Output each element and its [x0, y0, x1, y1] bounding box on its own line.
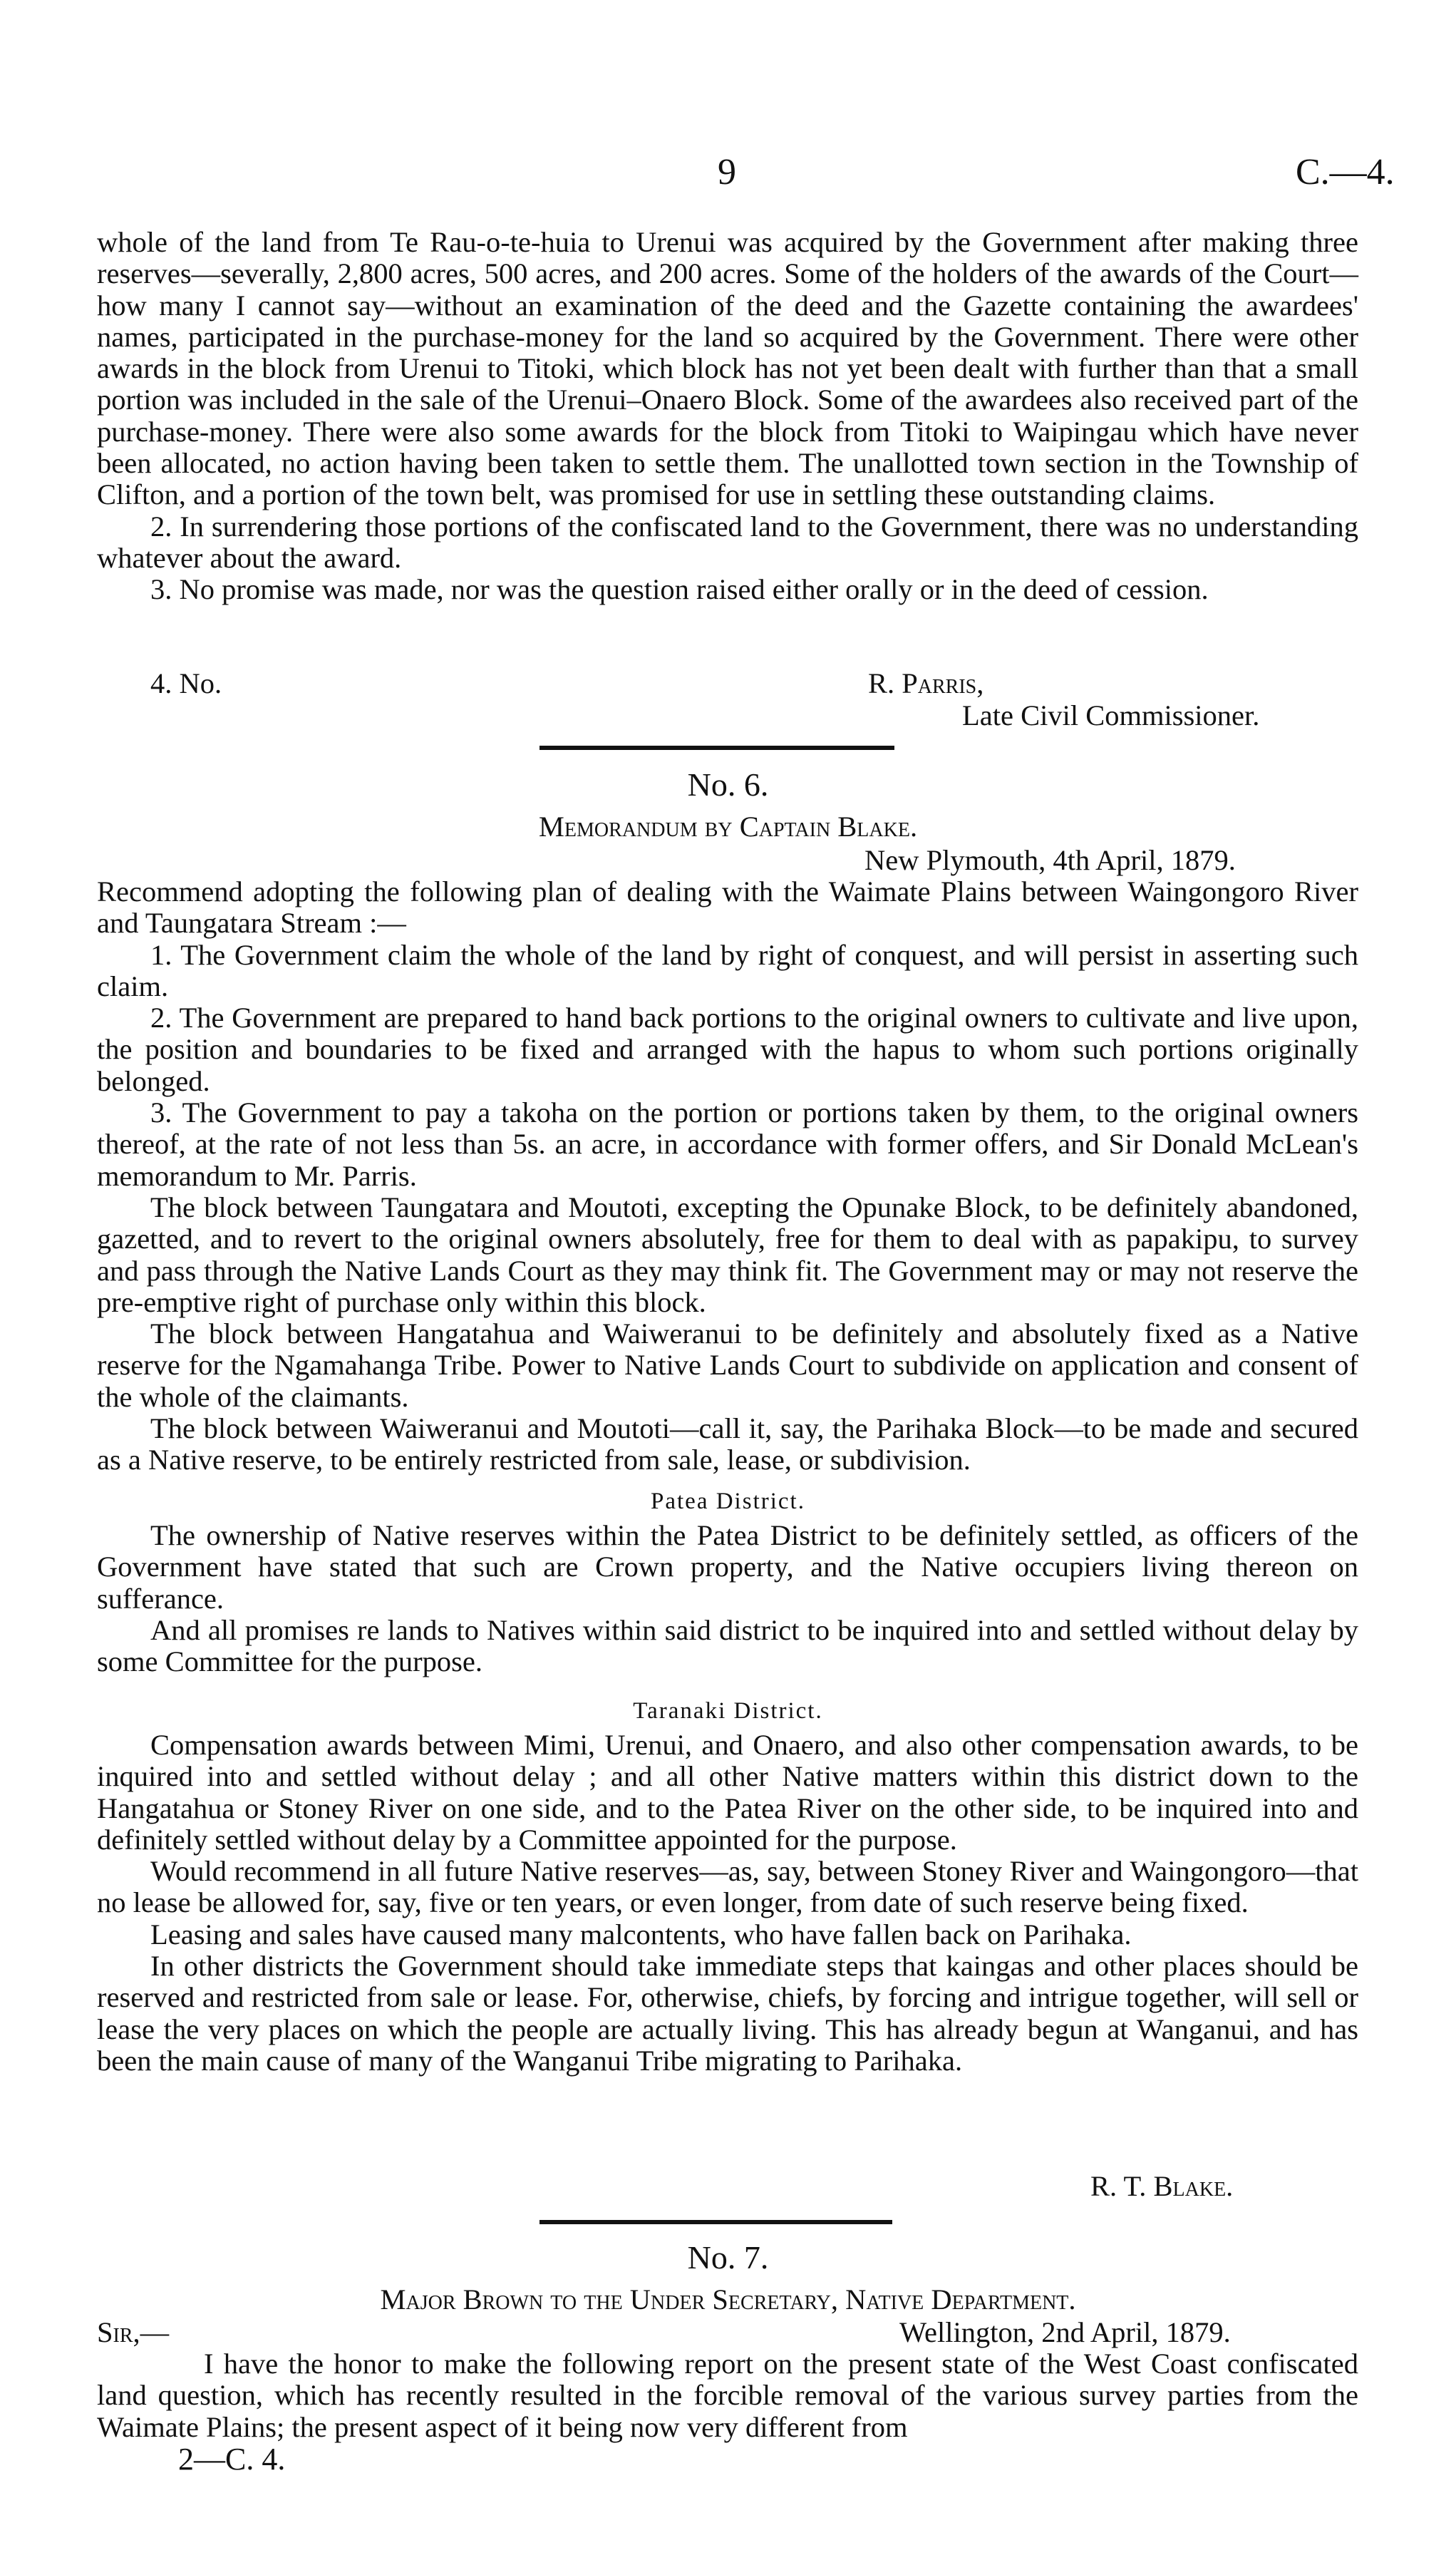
paragraph: I have the honor to make the following report on the present state of the West Coast confiscated land question, which has recently resulted in the forcible removal of the various survey parties from the Waimate Plains; the present aspect of it being now very different from [97, 2348, 1358, 2443]
subheading-patea: Patea District. [651, 1489, 805, 1514]
dateline: New Plymouth, 4th April, 1879. [864, 844, 1236, 876]
signature: R. Parris, [868, 667, 984, 699]
paragraph: whole of the land from Te Rau-o-te-huia to Urenui was acquired by the Government after making three reserves—severally, 2,800 acres, 500 acres, and 200 acres. Some of the holders of the awards of the Court—how many I cannot say—without an examination of the deed and the Gazette containing the awardees' names, participated in the purchase-money for the land so acquired by the Government. There were other awards in the block from Urenui to Titoki, which block has not yet been dealt with further than that a small portion was included in the sale of the Urenui–Onaero Block. Some of the awardees also received part of the purchase-money. There were also some awards for the block from Titoki to Waipingau which have never been allocated, no action having been taken to settle them. The unallotted town section in the Township of Clifton, and a portion of the town belt, was promised for use in settling these outstanding claims. [97, 226, 1358, 511]
dateline: Wellington, 2nd April, 1879. [899, 2316, 1231, 2348]
paragraph: The ownership of Native reserves within the Patea District to be definitely settled, as officers of the Government have stated that such are Crown property, and the Native occupiers living thereon on sufferance. [97, 1519, 1358, 1615]
paragraph: 2. In surrendering those portions of the confiscated land to the Government, there was no understanding whatever about the award. [97, 510, 1358, 574]
paragraph: Would recommend in all future Native reserves—as, say, between Stoney River and Waingongoro—that no lease be allowed for, say, five or ten years, or even longer, from date of such reserve being fixed. [97, 1855, 1358, 1919]
memorandum-body [97, 876, 1358, 1476]
document-reference: C.—4. [1296, 152, 1395, 192]
taranaki-section [97, 1729, 1358, 2077]
section-number: No. 6. [687, 766, 769, 803]
paragraph: The block between Hangatahua and Waiweranui to be definitely and absolutely fixed as a Native reserve for the Ngamahanga Tribe. Power to Native Lands Court to subdivide on application and consent of the whole of the claimants. [97, 1317, 1358, 1413]
paragraph: The block between Waiweranui and Moutoti—call it, say, the Parihaka Block—to be made and secured as a Native reserve, to be entirely restricted from sale, lease, or subdivision. [97, 1412, 1358, 1476]
signature-mark: 2—C. 4. [178, 2442, 286, 2477]
salutation: Sir,— [97, 2316, 170, 2348]
patea-section [97, 1520, 1358, 1677]
section-title: Memorandum by Captain Blake. [538, 811, 918, 843]
paragraph: Leasing and sales have caused many malcontents, who have fallen back on Parihaka. [150, 1918, 1132, 1950]
subheading-taranaki: Taranaki District. [633, 1698, 823, 1724]
intro-section [97, 227, 1358, 606]
paragraph: Recommend adopting the following plan of dealing with the Waimate Plains between Waingongoro River and Taungatara Stream :— [97, 875, 1358, 940]
signature-title: Late Civil Commissioner. [962, 699, 1260, 731]
paragraph: 2. The Government are prepared to hand back portions to the original owners to cultivate and live upon, the position and boundaries to be fixed and arranged with the hapus to whom such portions originally belonged. [97, 1002, 1358, 1097]
answer-four: 4. No. [150, 667, 222, 699]
paragraph: The block between Taungatara and Moutoti, excepting the Opunake Block, to be definitely abandoned, gazetted, and to revert to the original owners absolutely, free for them to deal with as papakipu, to survey and pass through the Native Lands Court as they may think fit. The Government may or may not reserve the pre-emptive right of purchase only within this block. [97, 1191, 1358, 1318]
section-number: No. 7. [687, 2239, 769, 2276]
signature: R. T. Blake. [1090, 2170, 1234, 2202]
section-title: Major Brown to the Under Secretary, Native Department. [380, 2283, 1076, 2315]
page-number: 9 [718, 152, 736, 192]
section-divider [539, 746, 894, 750]
section-divider [539, 2220, 892, 2224]
paragraph: And all promises re lands to Natives within said district to be inquired into and settled without delay by some Committee for the purpose. [97, 1613, 1358, 1678]
paragraph: In other districts the Government should take immediate steps that kaingas and other places should be reserved and restricted from sale or lease. For, otherwise, chiefs, by forcing and intrigue together, will sell or lease the very places on which the people are actually living. This has already begun at Wanganui, and has been the main cause of many of the Wanganui Tribe migrating to Parihaka. [97, 1950, 1358, 2077]
letter-body [97, 2348, 1358, 2443]
paragraph: 1. The Government claim the whole of the land by right of conquest, and will persist in asserting such claim. [97, 938, 1358, 1002]
paragraph: Compensation awards between Mimi, Urenui, and Onaero, and also other compensation awards, to be inquired into and settled without delay ; and all other Native matters within this district down to the Hangatahua or Stoney River on one side, and to the Patea River on the other side, to be inquired into and definitely settled without delay by a Committee appointed for the purpose. [97, 1729, 1358, 1856]
paragraph: 3. The Government to pay a takoha on the portion or portions taken by them, to the original owners thereof, at the rate of not less than 5s. an acre, in accordance with former offers, and Sir Donald McLean's memorandum to Mr. Parris. [97, 1096, 1358, 1192]
paragraph: 3. No promise was made, nor was the question raised either orally or in the deed of cession. [150, 573, 1209, 606]
